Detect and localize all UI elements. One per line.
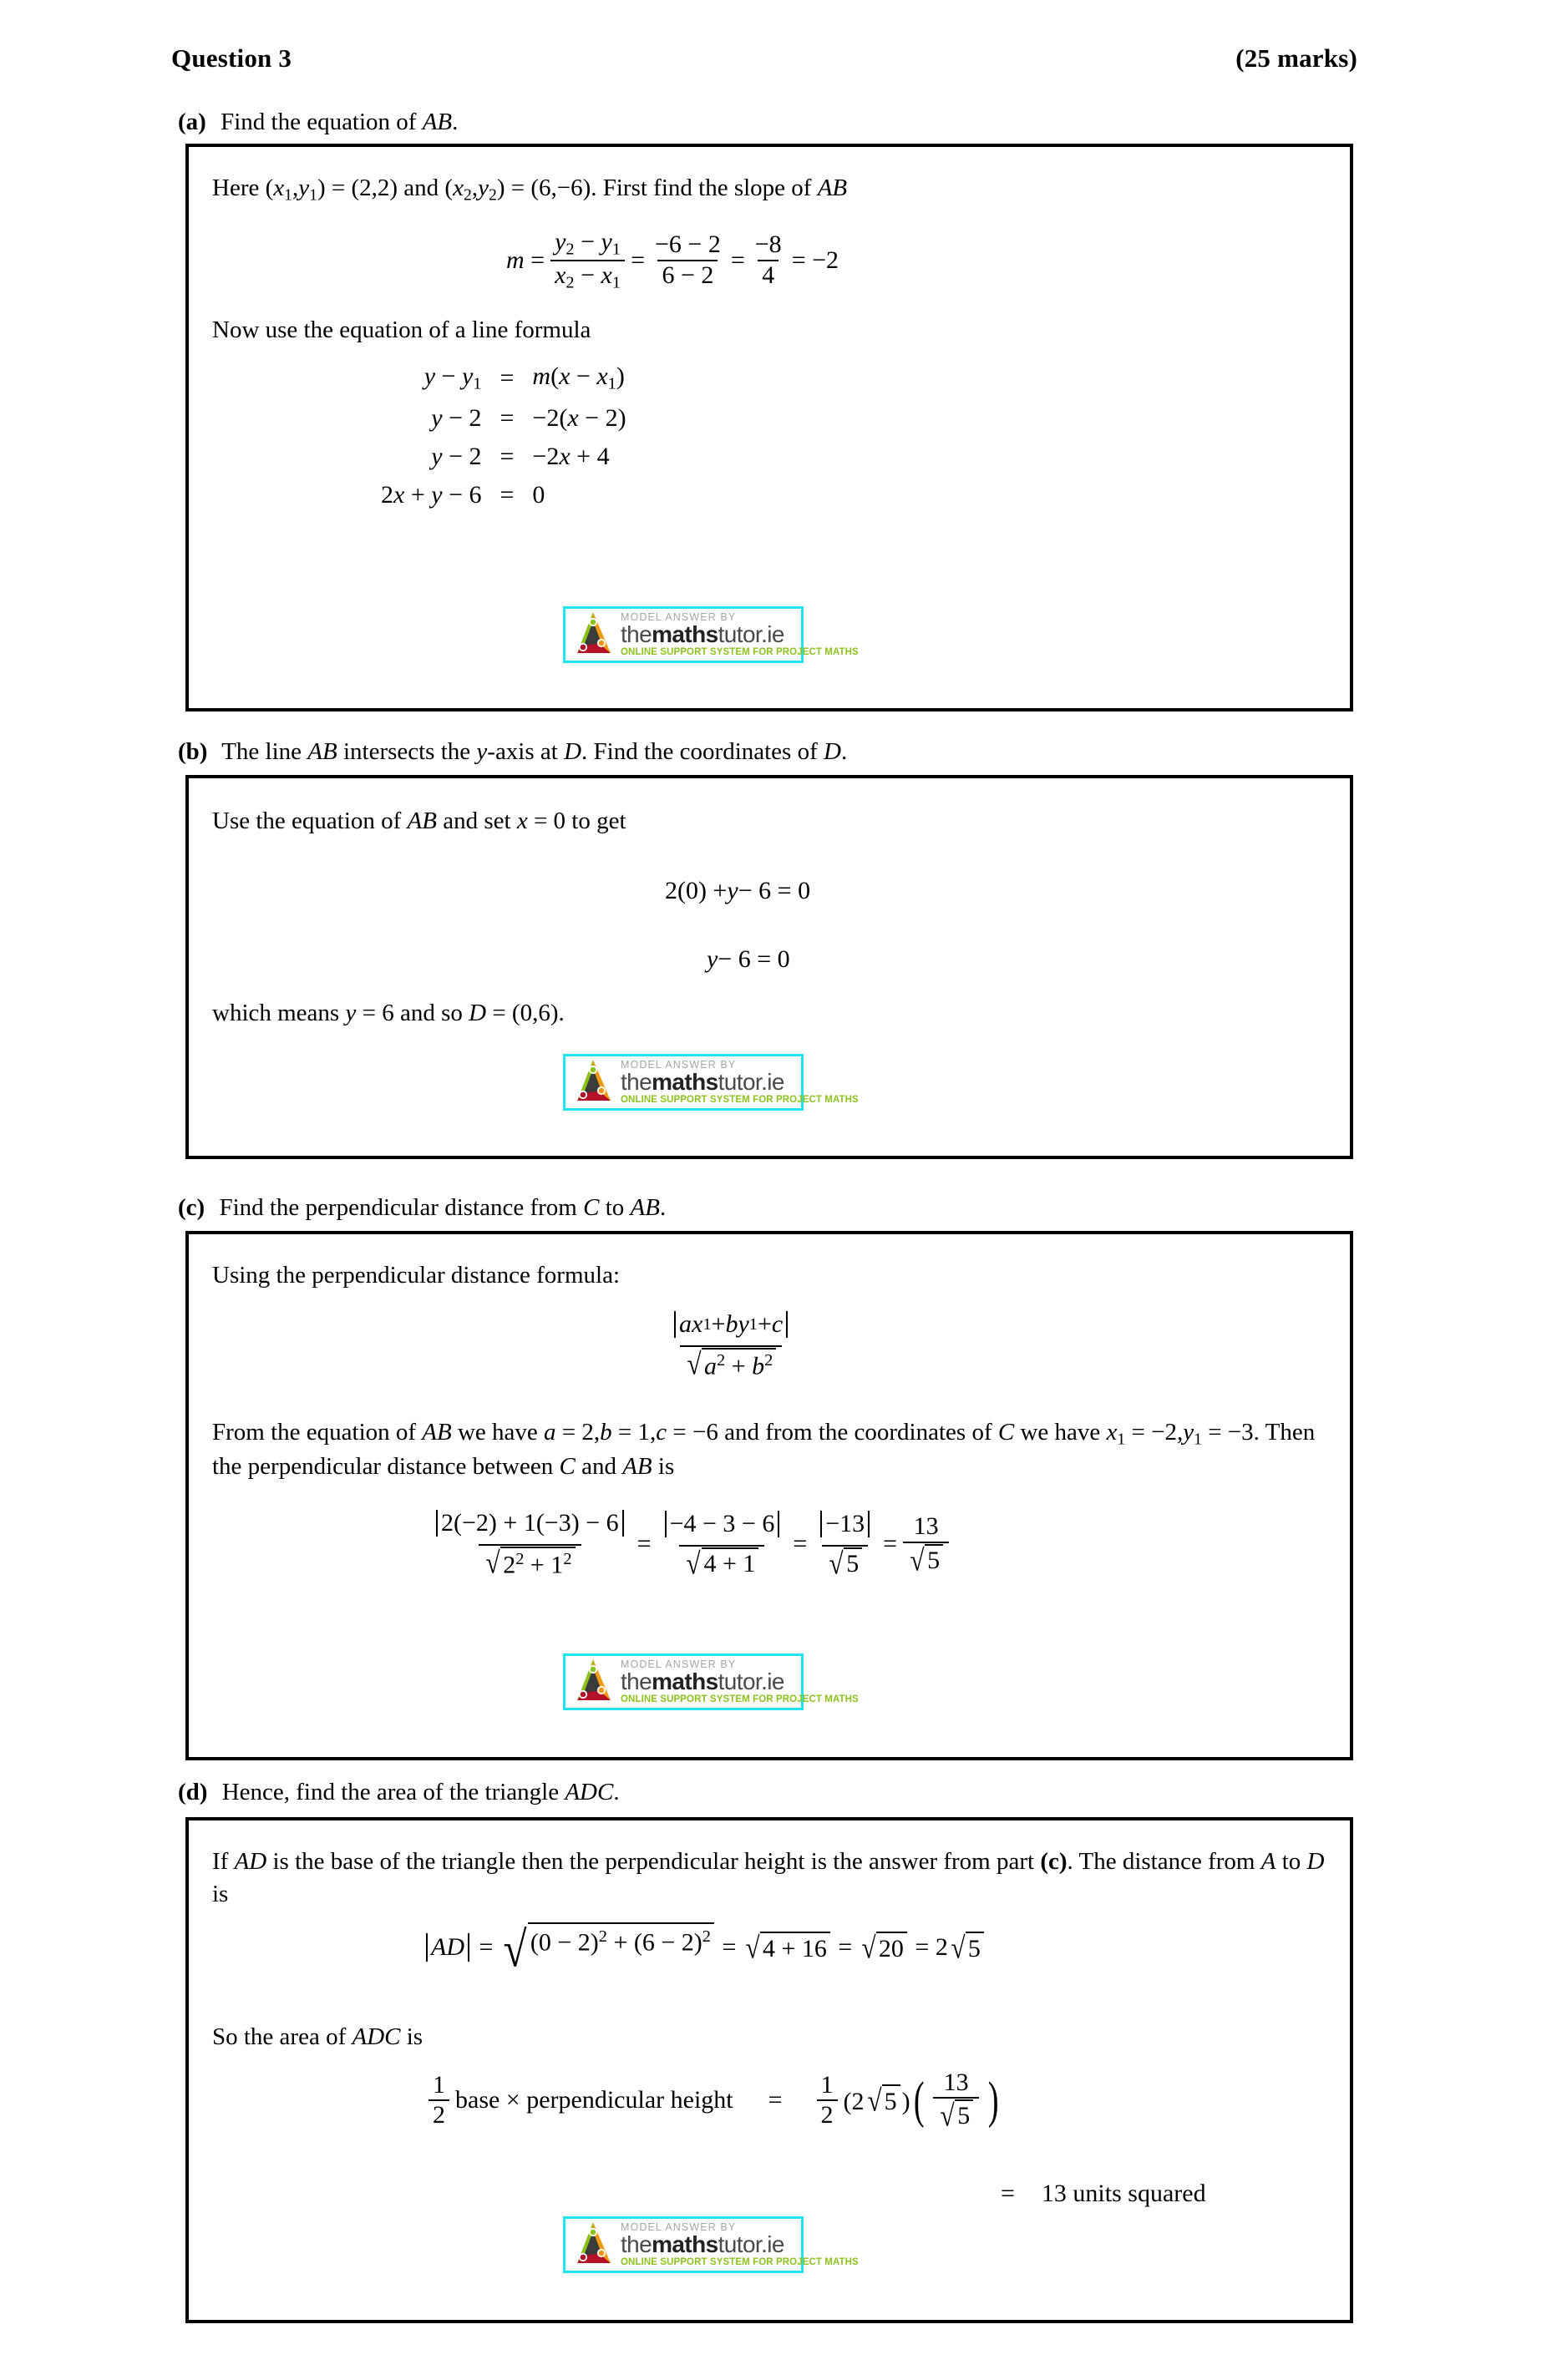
triangle-logo-icon (567, 1057, 619, 1107)
eq-row-1-rel: = (500, 363, 515, 392)
area-height-fraction: 13 √ 5 (933, 2069, 979, 2131)
part-b-prompt (178, 737, 847, 767)
eq-row-3-rel: = (500, 442, 515, 470)
distance-formula-fraction: ax 1 + by 1 + c √ $a^2 + b^2$ (667, 1311, 795, 1380)
part-b-equation-2: y − 6 = 0 (707, 945, 790, 973)
page-header (171, 43, 1357, 73)
part-c-intro: Using the perpendicular distance formula: (212, 1262, 621, 1289)
eq-row-3-rhs: −2x + 4 (532, 442, 610, 470)
logo-brand: themathstutor.ie (621, 1069, 784, 1095)
final-answer-text: 13 units squared (1041, 2180, 1206, 2207)
calc-step-2: −4 − 3 − 6 √ 4 + 1 (657, 1511, 788, 1578)
logo-line-1: MODEL ANSWER BY (621, 1058, 737, 1071)
part-d-answer-box (185, 1817, 1353, 2323)
part-c-distance-formula (661, 1311, 801, 1380)
part-c-label: (c) (178, 1194, 205, 1221)
right-paren-glyph: ) (988, 2071, 999, 2129)
logo-line-1: MODEL ANSWER BY (621, 2220, 737, 2233)
area-base-term: (2 √ 5 ) (843, 2083, 910, 2118)
eq-row-1-rhs: $m(x - x_1)$ (532, 362, 625, 393)
part-c-prompt (178, 1193, 666, 1223)
watermark-logo-b (563, 1054, 859, 1111)
eq-row-4-rel: = (500, 480, 515, 509)
part-d-prompt-text: Hence, find the area of the triangle ADC. (221, 1779, 620, 1805)
part-d-intro: If AD is the base of the triangle then the perpendicular height is the answer from part (c). The distance from A to D is (212, 1848, 1325, 1908)
part-b-equation-1: 2(0) + y − 6 = 0 (665, 877, 811, 904)
logo-tagline: ONLINE SUPPORT SYSTEM FOR PROJECT MATHS (621, 2257, 859, 2267)
part-b-label: (b) (178, 738, 208, 765)
part-b-conclusion: which means y = 6 and so D = (0,6). (212, 1000, 565, 1026)
left-paren-glyph: ( (913, 2071, 925, 2129)
logo-brand: themathstutor.ie (621, 2231, 784, 2257)
area-half-fraction-right: $\frac{1}{2}$ (817, 2072, 838, 2129)
triangle-logo-icon (567, 610, 619, 660)
calc-step-4: 13 √ 5 (903, 1513, 949, 1575)
eq-row-1-lhs: $y - y_1$ (423, 362, 482, 393)
logo-line-1: MODEL ANSWER BY (621, 610, 737, 623)
watermark-logo-d (563, 2216, 859, 2273)
triangle-logo-icon (567, 2220, 619, 2270)
logo-line-1: MODEL ANSWER BY (621, 1658, 737, 1670)
part-b-answer-box (185, 775, 1353, 1159)
eq-row-2-rel: = (500, 403, 515, 432)
part-b-intro: Use the equation of AB and set x = 0 to get (212, 808, 626, 834)
part-a-answer-box (185, 144, 1353, 711)
logo-tagline: ONLINE SUPPORT SYSTEM FOR PROJECT MATHS (621, 647, 859, 657)
watermark-logo-a (563, 606, 859, 663)
logo-words (621, 612, 859, 658)
part-a-formula-intro: Now use the equation of a line formula (212, 316, 591, 343)
part-a-slope-equation: m = $\frac{y_2 - y_1}{x_2 - x_1}$ = $\frac{-6 - 2}{6 - 2}$ = $\frac{-8}{4}$ = −2 (506, 228, 839, 292)
eq-row-3-lhs: y − 2 (431, 442, 482, 470)
part-b-prompt-text: The line AB intersects the y-axis at D. Find the coordinates of D. (221, 738, 848, 765)
slope-symbolic-fraction: $\frac{y_2 - y_1}{x_2 - x_1}$ (550, 229, 625, 291)
logo-words (621, 2222, 859, 2268)
calc-step-3: −13 √ 5 (813, 1511, 877, 1578)
part-d-ad-distance: AD = √ $(0 - 2)^2 + (6 - 2)^2$ = √ 4 + 16 = √ 20 = 2 √ 5 (423, 1922, 986, 1972)
part-d-label: (d) (178, 1779, 208, 1805)
logo-brand: themathstutor.ie (621, 1669, 784, 1694)
part-d-area-intro: So the area of ADC is (212, 2023, 423, 2050)
logo-words (621, 1060, 859, 1106)
part-a-prompt-text: Find the equation of AB. (221, 109, 459, 135)
slope-substituted-fraction: $\frac{-6 - 2}{6 - 2}$ (655, 230, 721, 289)
part-a-equation-chain (381, 362, 626, 509)
page-title: Question 3 (171, 43, 292, 73)
logo-words (621, 1659, 859, 1705)
part-c-substitution-text: From the equation of AB we have a = 2,b = 1,c = −6 and from the coordinates of C we have $x_1 = -2,y_1 = -3$. Then the perpendicular distance between C and AB is (212, 1419, 1316, 1481)
part-c-answer-box (185, 1231, 1353, 1760)
slope-reduced-fraction: $\frac{-8}{4}$ (754, 230, 782, 289)
watermark-logo-c (563, 1653, 859, 1710)
part-d-final-answer (1001, 2180, 1206, 2208)
part-a-given-line: Here $(x_1,y_1) = (2,2)$ and $(x_2,y_2) = (6,-6)$. First find the slope of AB (212, 175, 848, 205)
marks-label: (25 marks) (1235, 43, 1357, 73)
part-a-label: (a) (178, 109, 206, 135)
calc-step-1: 2(−2) + 1(−3) − 6 √ $2^2 + 1^2$ (429, 1510, 631, 1579)
logo-brand: themathstutor.ie (621, 621, 784, 647)
eq-row-2-lhs: y − 2 (431, 403, 482, 432)
eq-row-4-rhs: 0 (532, 480, 545, 509)
eq-row-4-lhs: 2x + y − 6 (381, 480, 482, 509)
final-equals: = (1001, 2180, 1015, 2207)
part-c-calculation-chain: 2(−2) + 1(−3) − 6 √ $2^2 + 1^2$ = −4 − 3 − 6 √ 4 + 1 = −13 √ 5 = 13 √ 5 (423, 1510, 955, 1579)
logo-tagline: ONLINE SUPPORT SYSTEM FOR PROJECT MATHS (621, 1694, 859, 1704)
part-a-prompt (178, 107, 458, 137)
eq-row-2-rhs: −2(x − 2) (532, 403, 626, 432)
part-c-prompt-text: Find the perpendicular distance from C to AB. (219, 1194, 667, 1221)
area-half-fraction-left: $\frac{1}{2}$ (429, 2072, 449, 2129)
part-d-area-equation: $\frac{1}{2}$ base × perpendicular height = $\frac{1}{2}$ (2 √ 5 ) ( 13 √ 5 ) (423, 2069, 1002, 2131)
part-d-prompt (178, 1777, 620, 1807)
triangle-logo-icon (567, 1657, 619, 1707)
logo-tagline: ONLINE SUPPORT SYSTEM FOR PROJECT MATHS (621, 1095, 859, 1105)
area-formula-words: base × perpendicular height (455, 2085, 733, 2114)
